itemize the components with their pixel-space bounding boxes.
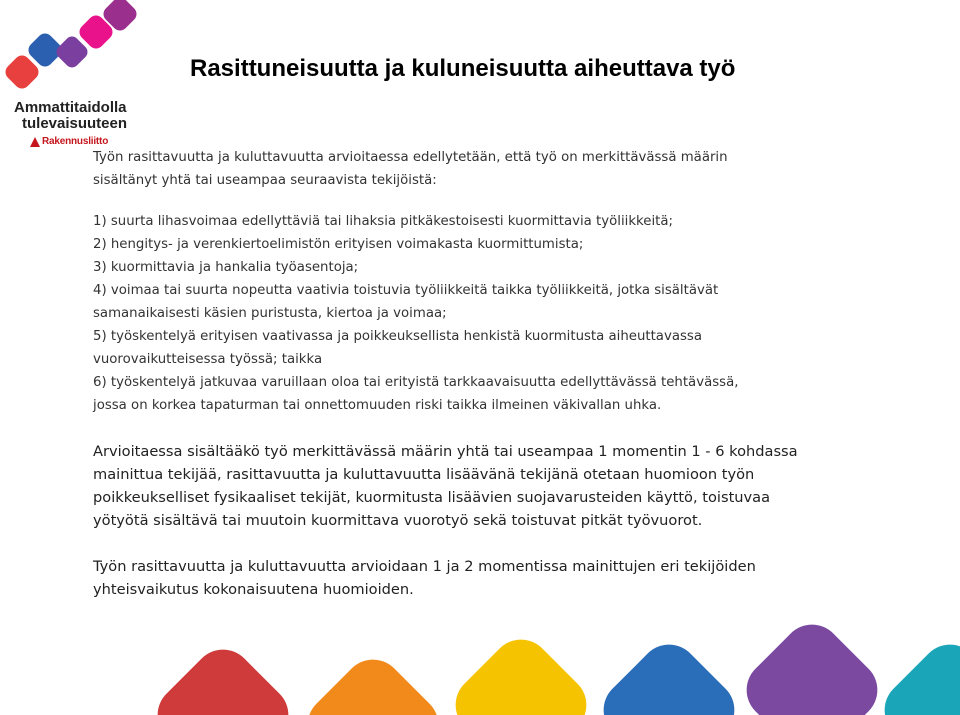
assessment-paragraph	[93, 440, 893, 532]
rakennusliitto-mark-icon	[30, 137, 40, 147]
deco-shape-blue	[591, 632, 747, 715]
assessment-line: yötyötä sisältävä tai muutoin kuormittava vuorotyö sekä toistuvat pitkät työvuorot.	[93, 512, 703, 529]
ammattitaidolla-logo	[0, 0, 150, 150]
criteria-line: 1) suurta lihasvoimaa edellyttäviä tai lihaksia pitkäkestoisesti kuormittavia työliikkeitä;	[93, 214, 673, 229]
criteria-line: samanaikaisesti käsien puristusta, kiertoa ja voimaa;	[93, 306, 447, 321]
criteria-line: 6) työskentelyä jatkuvaa varuillaan oloa tai erityistä tarkkaavaisuutta edellyttävässä tehtävässä,	[93, 375, 739, 390]
logo-text-line2: tulevaisuuteen	[22, 115, 128, 132]
summary-line: Työn rasittavuutta ja kuluttavuutta arvioidaan 1 ja 2 momentissa mainittujen eri tekijöiden	[93, 558, 756, 575]
deco-shape-red	[145, 637, 301, 715]
criteria-line: jossa on korkea tapaturman tai onnettomuuden riski taikka ilmeinen väkivallan uhka.	[93, 398, 662, 413]
criteria-line: 3) kuormittavia ja hankalia työasentoja;	[93, 260, 359, 275]
criteria-line: 4) voimaa tai suurta nopeutta vaativia toistuvia työliikkeitä taikka työliikkeitä, jotka sisältävät	[93, 283, 719, 298]
intro-line: Työn rasittavuutta ja kuluttavuutta arvioitaessa edellytetään, että työ on merkittävässä määrin	[93, 150, 728, 165]
deco-shape-yellow	[443, 627, 599, 715]
partner-name: Rakennusliitto	[42, 136, 109, 147]
summary-line: yhteisvaikutus kokonaisuutena huomioiden.	[93, 581, 414, 598]
decorative-shapes-footer	[0, 575, 960, 715]
intro-line: sisältänyt yhtä tai useampaa seuraavista tekijöistä:	[93, 173, 437, 188]
criteria-line: 2) hengitys- ja verenkiertoelimistön erityisen voimakasta kuormittumista;	[93, 237, 584, 252]
deco-shape-teal	[872, 632, 960, 715]
criteria-line: 5) työskentelyä erityisen vaativassa ja poikkeuksellista henkistä kuormitusta aiheuttavassa	[93, 329, 702, 344]
assessment-line: poikkeukselliset fysikaaliset tekijät, kuormitusta lisäävien suojavarusteiden käyttö, toistuvaa	[93, 489, 771, 506]
assessment-line: mainittua tekijää, rasittavuutta ja kuluttavuutta lisäävänä tekijänä otetaan huomioon työn	[93, 466, 755, 483]
logo-diamond-mark-icon	[0, 0, 150, 100]
logo-text-line1: Ammattitaidolla	[14, 99, 127, 116]
criteria-line: vuorovaikutteisessa työssä; taikka	[93, 352, 323, 367]
deco-shape-purple	[734, 612, 890, 715]
assessment-line: Arvioitaessa sisältääkö työ merkittävässä määrin yhtä tai useampaa 1 momentin 1 - 6 kohdassa	[93, 443, 798, 460]
page-title: Rasittuneisuutta ja kuluneisuutta aiheuttava työ	[190, 55, 736, 82]
intro-paragraph	[93, 146, 873, 192]
criteria-list	[93, 210, 893, 417]
deco-shape-orange	[295, 647, 451, 715]
